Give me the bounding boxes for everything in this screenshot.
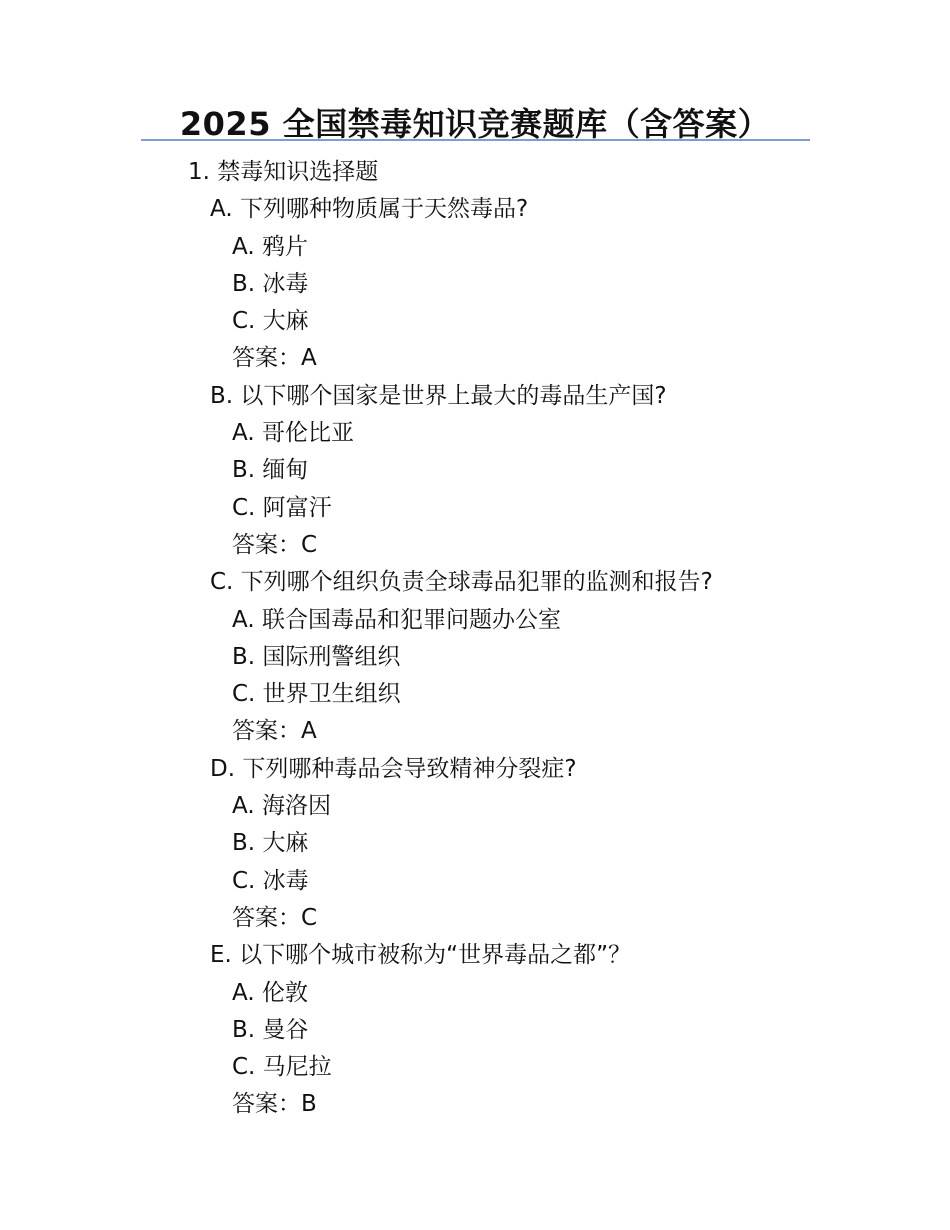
question-block (0, 564, 950, 750)
answer-option: B. 曼谷 (232, 1016, 309, 1043)
answer-option: C. 大麻 (232, 308, 309, 335)
document-body (0, 154, 950, 1124)
answer-option: A. 鸦片 (232, 233, 308, 260)
question-block (0, 751, 950, 937)
question-block (0, 191, 950, 377)
question-label: E. 以下哪个城市被称为“世界毒品之都”？ (210, 942, 631, 969)
answer-option: B. 国际刑警组织 (232, 643, 401, 670)
correct-answer: 答案：C (232, 531, 318, 558)
question-label: A. 下列哪种物质属于天然毒品? (210, 196, 529, 223)
answer-option: C. 冰毒 (232, 867, 309, 894)
answer-option: A. 海洛因 (232, 793, 331, 820)
question-label: B. 以下哪个国家是世界上最大的毒品生产国? (210, 382, 667, 409)
section-heading: 1. 禁毒知识选择题 (188, 159, 379, 185)
answer-option: C. 阿富汗 (232, 494, 332, 521)
answer-option: B. 大麻 (232, 830, 309, 857)
answer-option: A. 联合国毒品和犯罪问题办公室 (232, 606, 561, 633)
question-block (0, 378, 950, 564)
answer-option: A. 哥伦比亚 (232, 420, 354, 447)
correct-answer: 答案：A (232, 718, 317, 745)
correct-answer: 答案：C (232, 904, 318, 931)
question-block (0, 937, 950, 1123)
correct-answer: 答案：A (232, 345, 317, 372)
question-label: C. 下列哪个组织负责全球毒品犯罪的监测和报告? (210, 569, 713, 596)
answer-option: A. 伦敦 (232, 979, 308, 1006)
answer-option: B. 冰毒 (232, 270, 309, 297)
correct-answer: 答案：B (232, 1091, 317, 1118)
document-title: 2025 全国禁毒知识竞赛题库（含答案） (179, 105, 771, 143)
title-underline (141, 139, 810, 141)
question-label: D. 下列哪种毒品会导致精神分裂症? (210, 755, 577, 782)
answer-option: B. 缅甸 (232, 457, 309, 484)
answer-option: C. 马尼拉 (232, 1054, 332, 1081)
answer-option: C. 世界卫生组织 (232, 681, 401, 708)
